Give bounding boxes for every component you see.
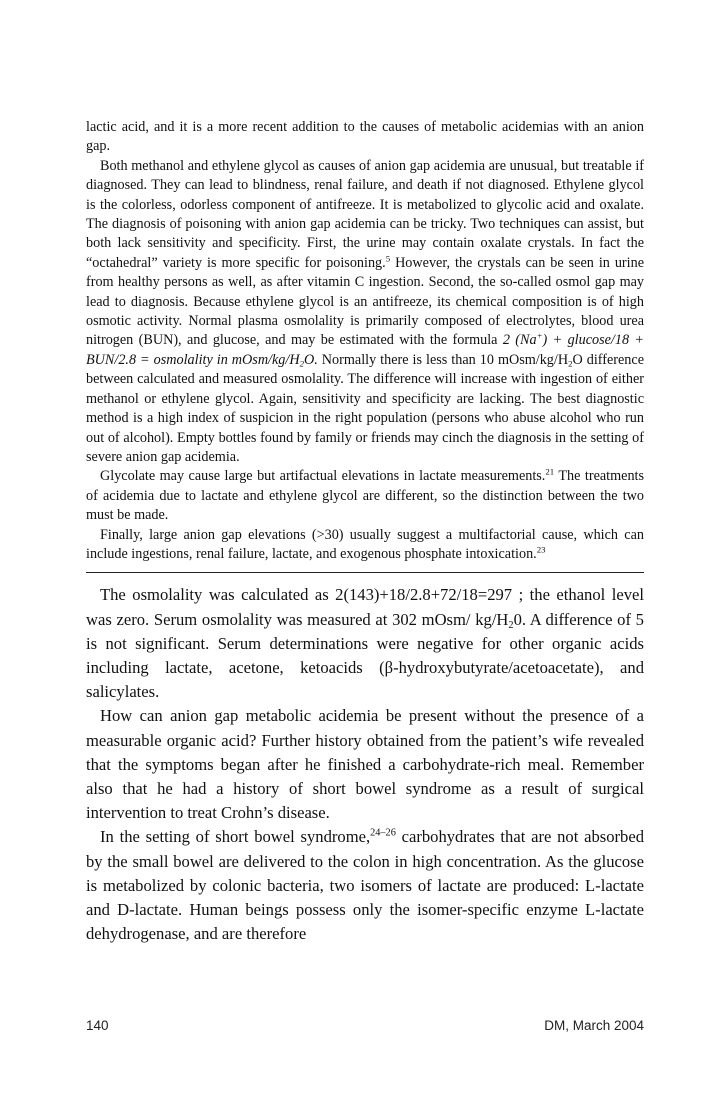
journal-issue: DM, March 2004 bbox=[544, 1018, 644, 1033]
main-text bbox=[86, 583, 644, 946]
citation[interactable]: 24–26 bbox=[370, 828, 396, 839]
page-footer bbox=[86, 1018, 644, 1033]
section-divider bbox=[86, 572, 644, 573]
box-paragraph-4: Finally, large anion gap elevations (>30) usually suggest a multifactorial cause, which can include ingestions, renal failure, lactate, and exogenous phosphate intoxication.$^{23}$ bbox=[86, 526, 644, 562]
citation[interactable]: 21 bbox=[545, 466, 555, 477]
box-paragraph-1: lactic acid, and it is a more recent addition to the causes of metabolic acidemias with an anion gap. bbox=[86, 119, 644, 155]
osmolality-formula: 2 (Na+) + glucose/18 + BUN/2.8 = osmolality in mOsm/$kg/H_2O$. bbox=[86, 331, 644, 369]
main-paragraph-3: In the setting of short bowel syndrome,$^{24-26}$ carbohydrates that are not absorbed by the small bowel are delivered to the colon in high concentration. As the glucose is metabolized by colonic bacteria, two isomers of lactate are produced: L-lactate and D-lactate. Human beings possess only the isomer-specific enzyme L-lactate dehydrogenase, and are therefore bbox=[86, 827, 644, 944]
box-paragraph-3: Glycolate may cause large but artifactual elevations in lactate measurements.$^{21}$ The treatments of acidemia due to lactate and ethylene glycol are different, so the distinction between the two must be made. bbox=[86, 466, 644, 524]
page-number: 140 bbox=[86, 1018, 109, 1033]
citation[interactable]: 23 bbox=[536, 544, 546, 555]
page-content bbox=[86, 118, 644, 946]
box-paragraph-2: Both methanol and ethylene glycol as causes of anion gap acidemia are unusual, but treatable if diagnosed. They can lead to blindness, renal failure, and death if not diagnosed. Ethylene glycol is the colorless, odorless component of antifreeze. It is metabolized to glycolic acid and oxalate. The diagnosis of poisoning with anion gap acidemia can be tricky. Two techniques can assist, but both lack sensitivity and specificity. First, the urine may contain oxalate crystals. In fact the “octahedral” variety is more specific for poisoning.$^5$ However, the crystals can be seen in urine from healthy persons as well, as after vitamin C ingestion. Second, the so-called osmol gap may lead to diagnosis. Because ethylene glycol is an antifreeze, its chemical composition is of high osmotic activity. Normal plasma osmolality is primarily composed of electrolytes, blood urea nitrogen (BUN), and glucose, and may be estimated with the formula 2 (Na+) + glucose/18 + BUN/2.8 = osmolality in mOsm/$kg/H_2O$. Normally there is less than 10 mOsm/$kg/H_2O$ difference between calculated and measured osmolality. The difference will increase with ingestion of either methanol or ethylene glycol. Again, sensitivity and specificity are lacking. The best diagnostic method is a high index of suspicion in the right population (persons who abuse alcohol who run out of alcohol). Empty bottles found by family or friends may cinch the diagnosis in the setting of severe anion gap acidemia. bbox=[86, 157, 644, 465]
main-paragraph-2: How can anion gap metabolic acidemia be present without the presence of a measurable organic acid? Further history obtained from the patient’s wife revealed that the symptoms began after he finished a carbohydrate-rich meal. Remember also that he had a history of short bowel syndrome as a result of surgical intervention to treat Crohn’s disease. bbox=[86, 706, 644, 823]
sidebar-box bbox=[86, 118, 644, 564]
citation[interactable]: 5 bbox=[385, 253, 391, 264]
main-paragraph-1: The osmolality was calculated as 2(143)+18/2.8+72/18=297 ; the ethanol level was zero. Serum osmolality was measured at 302 mOsm/ $kg/H_20$. A difference of 5 is not significant. Serum determinations were negative for other organic acids including lactate, acetone, ketoacids (β-hydroxybutyrate/acetoacetate), and salicylates. bbox=[86, 585, 644, 702]
